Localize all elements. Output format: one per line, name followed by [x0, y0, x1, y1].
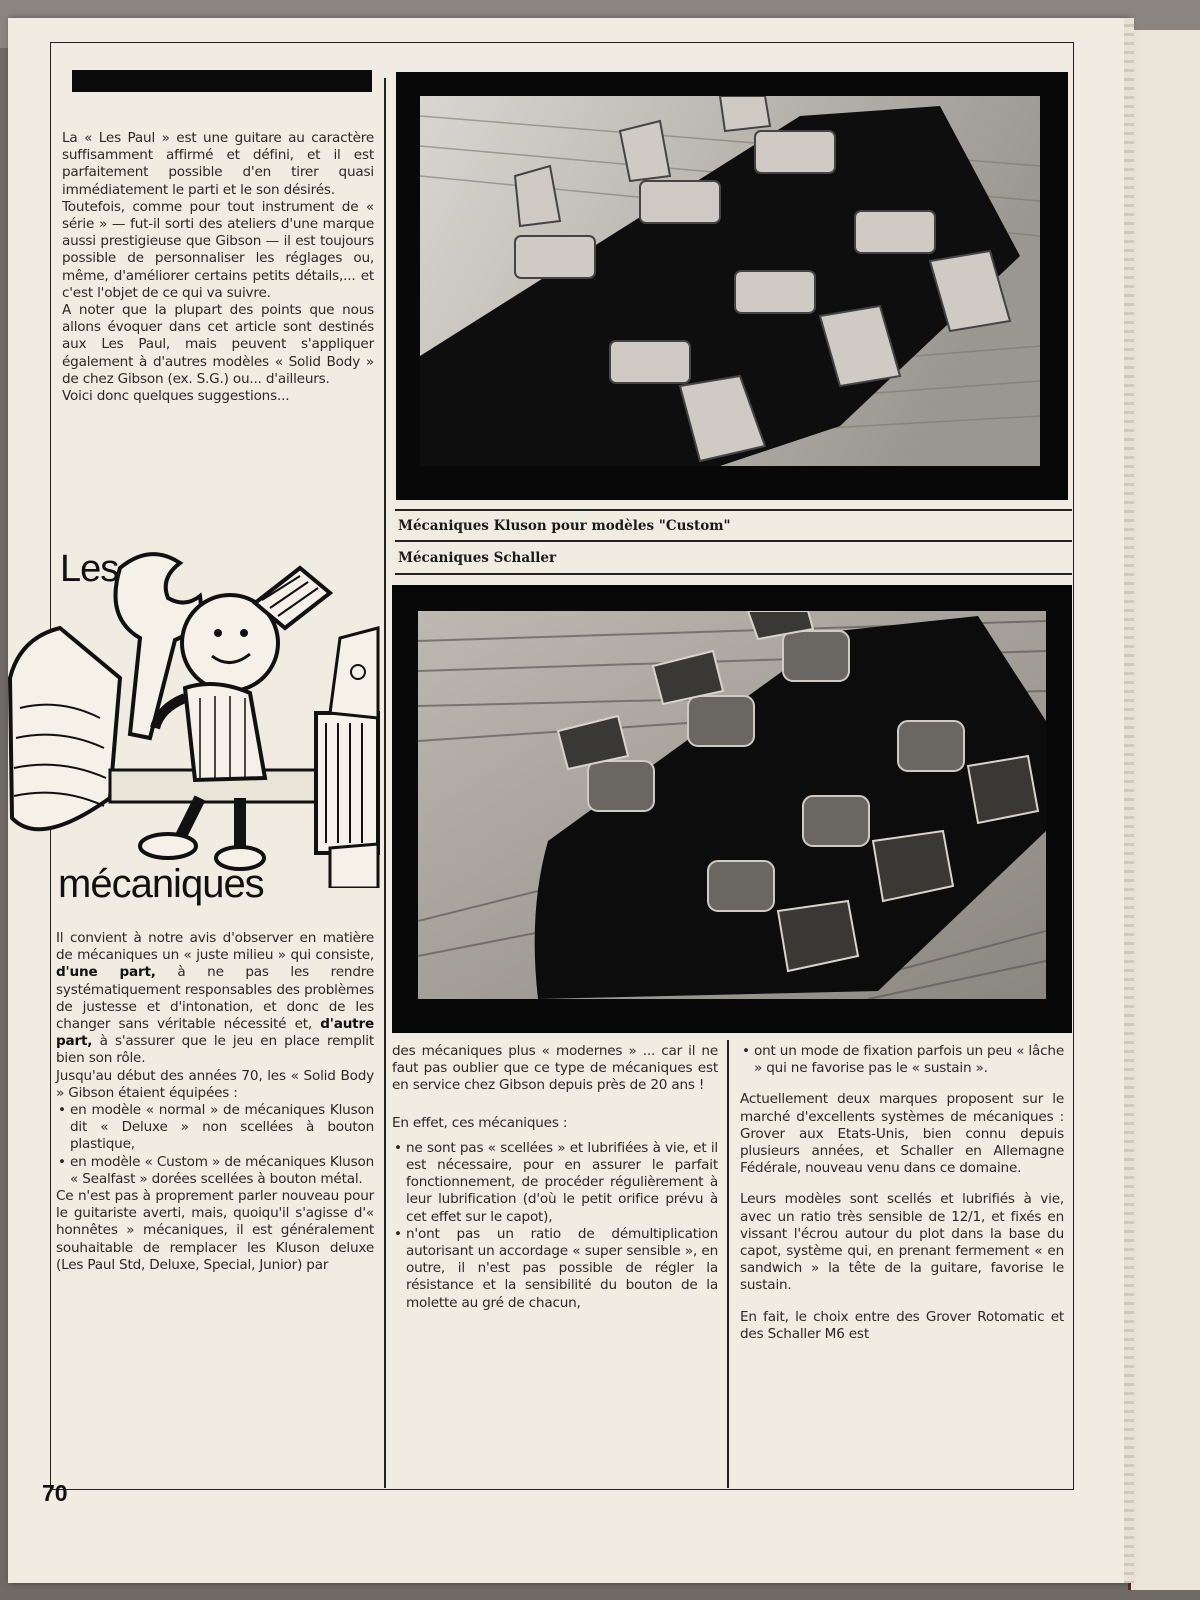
col1-paragraph-1	[56, 930, 374, 1068]
col1-p1-b: d'une part,	[56, 964, 156, 981]
section-heading-line-2: mécaniques	[58, 862, 264, 906]
title-bar	[72, 70, 372, 92]
kluson-tuners-image	[420, 96, 1040, 466]
caption-photo-2: Mécaniques Schaller	[398, 550, 557, 566]
col2-bullet-list	[392, 1140, 718, 1312]
intro-paragraph-1: La « Les Paul » est une guitare au caractère suffisamment affirmé et défini, et il est parfaitement possible d'en tirer quasi immédiatement le parti et le son désirés.	[62, 130, 374, 198]
column-rule-2	[727, 1040, 729, 1488]
caption-photo-1: Mécaniques Kluson pour modèles "Custom"	[398, 518, 731, 534]
caption-rule-bottom	[395, 573, 1072, 575]
intro-text	[62, 130, 374, 405]
col1-paragraph-3: Ce n'est pas à proprement parler nouveau pour le guitariste averti, mais, quoiqu'il s'agisse d'« honnêtes » mécaniques, il est généralement souhaitable de remplacer les Kluson deluxe (Les Paul Std, Deluxe, Special, Junior) par	[56, 1188, 374, 1273]
col3-bullet-list	[740, 1043, 1064, 1077]
col2-paragraph-2: En effet, ces mécaniques :	[392, 1114, 568, 1131]
column-1-text	[56, 930, 374, 1274]
col1-bullet-1: • en modèle « normal » de mécaniques Kluson dit « Deluxe » non scellées à bouton plastique,	[70, 1102, 374, 1154]
col1-paragraph-2: Jusqu'au début des années 70, les « Solid Body » Gibson étaient équipées :	[56, 1067, 374, 1101]
col2-bullet-1: • ne sont pas « scellées » et lubrifiées à vie, et il est nécessaire, pour en assurer le parfait fonctionnement, de procéder régulièrement à leur lubrification (d'où le petit orifice prévu à cet effet sur le capot),	[406, 1140, 718, 1226]
section-heading-line-1: Les	[60, 548, 119, 590]
page-edge	[1124, 18, 1134, 1583]
col1-bullet-2: • en modèle « Custom » de mécaniques Kluson « Sealfast » dorées scellées à bouton métal.	[70, 1154, 374, 1188]
caption-rule-middle	[395, 540, 1072, 542]
caption-rule-top	[395, 509, 1072, 511]
col1-p1-e: à s'assurer que le jeu en place remplit bien son rôle.	[56, 1033, 375, 1067]
intro-paragraph-4: Voici donc quelques suggestions...	[62, 388, 290, 405]
schaller-tuners-image	[418, 611, 1046, 999]
col3-bullet-1: • ont un mode de fixation parfois un peu « lâche » qui ne favorise pas le « sustain ».	[754, 1043, 1064, 1077]
column-3-text	[740, 1043, 1064, 1343]
col3-paragraph-3: En fait, le choix entre des Grover Rotomatic et des Schaller M6 est	[740, 1308, 1064, 1342]
column-rule-1	[384, 78, 386, 1488]
photo-kluson-tuners	[396, 72, 1068, 500]
col1-bullet-list	[56, 1102, 374, 1188]
column-2-text	[392, 1043, 718, 1312]
mechanic-cartoon-illustration	[0, 548, 382, 888]
intro-paragraph-2: Toutefois, comme pour tout instrument de « série » — fut-il sorti des ateliers d'une marque aussi prestigieuse que Gibson — il est toujours possible de personnaliser les réglages ou, même, d'améliorer certains petits détails,... et c'est l'objet de ce qui va suivre.	[62, 198, 374, 301]
col1-p1-d: d'autre part,	[56, 1016, 374, 1050]
col2-paragraph-1: des mécaniques plus « modernes » ... car il ne faut pas oublier que ce type de mécaniques est en service chez Gibson depuis près de 20 ans !	[392, 1043, 718, 1094]
photo-schaller-tuners	[392, 585, 1072, 1033]
facing-page	[1128, 30, 1200, 1590]
col2-bullet-2: • n'ont pas un ratio de démultiplication autorisant un accordage « super sensible », en outre, il n'est pas possible de régler la résistance et la sensibilité du bouton de la molette au gré de chacun,	[406, 1226, 718, 1312]
col1-p1-c: à ne pas les rendre systématiquement responsables des problèmes de justesse et d'intonation, et donc de les changer sans véritable nécessité et,	[56, 964, 375, 1033]
col3-paragraph-2: Leurs modèles sont scellés et lubrifiés à vie, avec un ratio très sensible de 12/1, et fixés en vissant l'écrou autour du plot dans la base du capot, système qui, en prenant fermement « en sandwich » la tête de la guitare, favorise le sustain.	[740, 1191, 1064, 1294]
intro-paragraph-3: A noter que la plupart des points que nous allons évoquer dans cet article sont destinés aux Les Paul, mais peuvent s'appliquer également à d'autres modèles « Solid Body » de chez Gibson (ex. S.G.) ou... d'ailleurs.	[62, 302, 374, 387]
col3-paragraph-1: Actuellement deux marques proposent sur le marché d'excellents systèmes de mécaniques : Grover aux Etats-Unis, bien connu depuis plusieurs années, et Schaller en Allemagne Fédérale, nouveau venu dans ce domaine.	[740, 1091, 1064, 1177]
col1-p1-a: Il convient à notre avis d'observer en matière de mécaniques un « juste milieu » qui consiste,	[56, 930, 374, 964]
page-number: 70	[42, 1480, 68, 1506]
